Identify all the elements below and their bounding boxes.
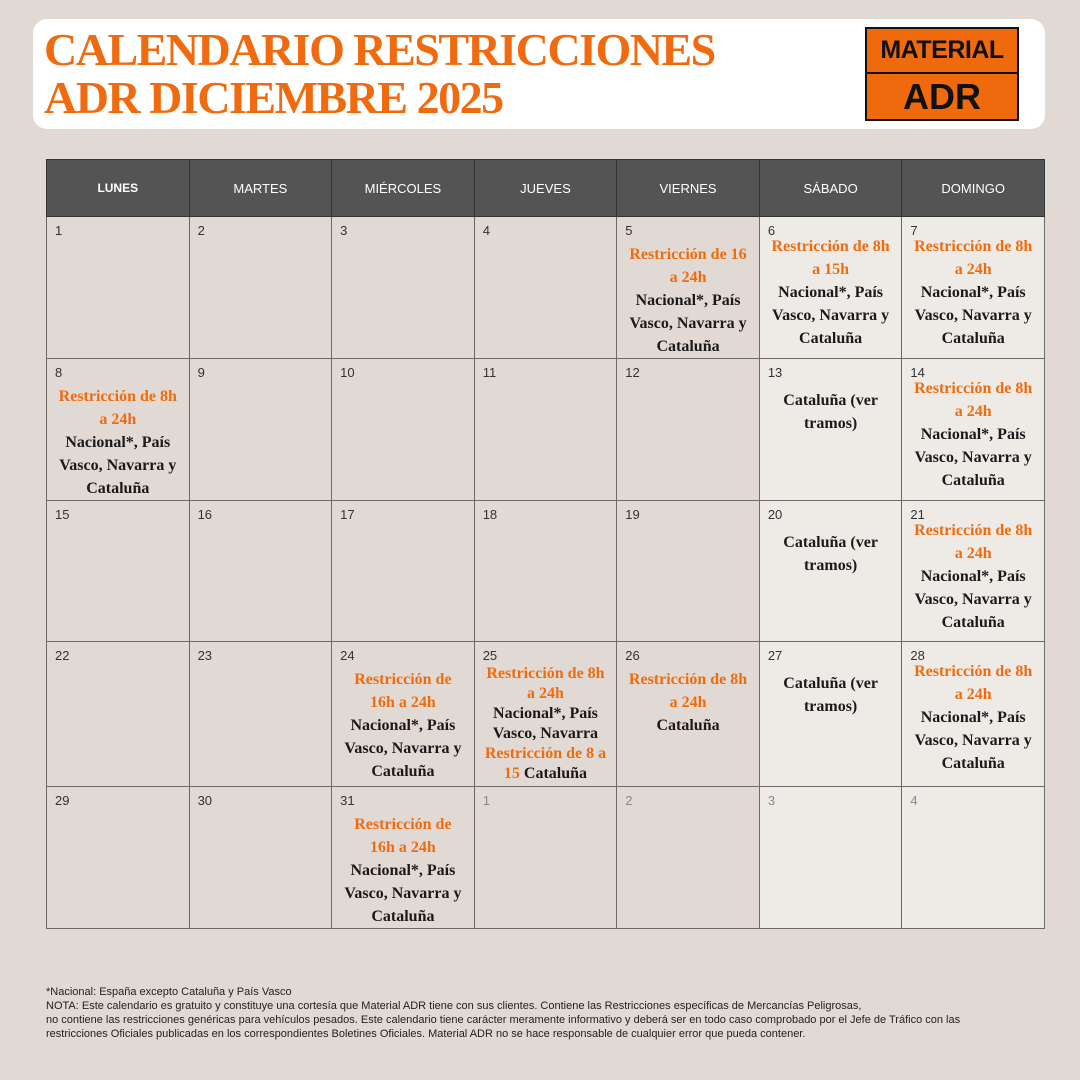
day-number: 26 bbox=[625, 648, 640, 663]
day-number: 6 bbox=[767, 223, 776, 238]
day-cell[interactable] bbox=[189, 787, 332, 929]
footnote-nacional: *Nacional: España excepto Cataluña y País Vasco bbox=[46, 986, 292, 998]
restriction-hours: Restricción de 8h a 24h bbox=[914, 238, 1033, 278]
restriction-region: Cataluña bbox=[523, 765, 588, 782]
day-cell[interactable] bbox=[474, 787, 617, 929]
restriction-hours: Restricción de 16h a 24h bbox=[354, 671, 452, 711]
restriction-hours: Restricción de 8h a 24h bbox=[914, 380, 1033, 420]
day-cell[interactable] bbox=[47, 787, 190, 929]
day-number: 17 bbox=[340, 507, 355, 522]
restriction-hours: Restricción de 16 a 24h bbox=[629, 246, 747, 286]
restriction-region: Nacional*, País Vasco, Navarra bbox=[492, 705, 599, 742]
restriction-hours: Restricción de 8h a 24h bbox=[914, 663, 1033, 703]
day-cell[interactable] bbox=[617, 642, 760, 787]
day-cell[interactable] bbox=[189, 501, 332, 642]
day-number: 12 bbox=[625, 365, 640, 380]
calendar-grid bbox=[46, 159, 1045, 929]
day-number: 3 bbox=[767, 793, 776, 808]
day-cell[interactable] bbox=[759, 501, 902, 642]
restriction-region: Nacional*, País Vasco, Navarra y Cataluña bbox=[914, 284, 1032, 347]
restriction-region: Nacional*, País Vasco, Navarra y Cataluña bbox=[344, 862, 462, 925]
restriction-info bbox=[627, 243, 749, 358]
restriction-hours: Restricción de 8h a 24h bbox=[628, 671, 748, 711]
restriction-hours: Restricción de 16h a 24h bbox=[354, 816, 452, 856]
day-number: 15 bbox=[55, 507, 70, 522]
day-cell[interactable] bbox=[47, 642, 190, 787]
restriction-region: Nacional*, País Vasco, Navarra y Cataluña bbox=[772, 284, 890, 347]
day-cell[interactable] bbox=[47, 217, 190, 359]
day-number: 11 bbox=[482, 365, 497, 380]
restriction-region: Nacional*, País Vasco, Navarra y Cataluña bbox=[914, 426, 1032, 489]
weekday-header: DOMINGO bbox=[902, 160, 1045, 217]
day-cell[interactable] bbox=[47, 359, 190, 501]
day-cell[interactable] bbox=[902, 359, 1045, 501]
week-row bbox=[47, 642, 1045, 787]
day-number: 10 bbox=[340, 365, 355, 380]
day-number: 4 bbox=[482, 223, 490, 238]
restriction-info bbox=[770, 389, 892, 435]
day-number: 13 bbox=[767, 365, 783, 380]
day-cell[interactable] bbox=[759, 787, 902, 929]
day-cell[interactable] bbox=[617, 217, 760, 359]
day-cell[interactable] bbox=[189, 217, 332, 359]
day-number: 24 bbox=[340, 648, 355, 663]
day-cell[interactable] bbox=[759, 359, 902, 501]
restriction-info bbox=[482, 664, 608, 784]
restriction-hours: Restricción de 8h a 15h bbox=[771, 238, 890, 278]
restriction-region: Cataluña (ver tramos) bbox=[783, 392, 878, 432]
day-cell[interactable] bbox=[617, 359, 760, 501]
restriction-hours: Restricción de 8h a 24h bbox=[914, 522, 1033, 562]
restriction-info bbox=[342, 668, 464, 783]
day-number: 22 bbox=[55, 648, 70, 663]
weekday-header: LUNES bbox=[47, 160, 190, 217]
restriction-info bbox=[770, 672, 892, 718]
weekday-header: MIÉRCOLES bbox=[332, 160, 475, 217]
day-cell[interactable] bbox=[474, 217, 617, 359]
title-line-2: ADR DICIEMBRE 2025 bbox=[44, 72, 503, 123]
day-number: 16 bbox=[197, 507, 213, 522]
day-cell[interactable] bbox=[474, 642, 617, 787]
disclaimer-line: no contiene las restricciones genéricas para vehículos pesados. Este calendario tiene carácter meramente informativo y deberá ser en todo caso comprobado por el Jefe de Tráfico con las bbox=[46, 1014, 961, 1026]
day-cell[interactable] bbox=[474, 359, 617, 501]
weekday-header: MARTES bbox=[189, 160, 332, 217]
weekday-header: SÁBADO bbox=[759, 160, 902, 217]
day-cell[interactable] bbox=[902, 501, 1045, 642]
restriction-info bbox=[770, 235, 892, 350]
day-cell[interactable] bbox=[332, 359, 475, 501]
restriction-info bbox=[912, 519, 1034, 634]
restriction-region: Nacional*, País Vasco, Navarra y Cataluña bbox=[59, 434, 177, 497]
day-cell[interactable] bbox=[902, 787, 1045, 929]
weekday-header: VIERNES bbox=[617, 160, 760, 217]
logo-bottom-text: ADR bbox=[903, 75, 981, 117]
logo-top-text: MATERIAL bbox=[867, 29, 1017, 74]
day-number: 3 bbox=[340, 223, 348, 238]
day-number: 5 bbox=[625, 223, 633, 238]
day-number: 30 bbox=[197, 793, 213, 808]
day-number: 25 bbox=[482, 648, 498, 663]
restriction-region: Nacional*, País Vasco, Navarra y Cataluña bbox=[344, 717, 462, 780]
day-number: 1 bbox=[55, 223, 63, 238]
day-cell[interactable] bbox=[902, 642, 1045, 787]
day-cell[interactable] bbox=[332, 642, 475, 787]
day-number: 21 bbox=[910, 507, 925, 522]
day-cell[interactable] bbox=[617, 787, 760, 929]
title-line-1: CALENDARIO RESTRICCIONES bbox=[44, 24, 715, 75]
week-row bbox=[47, 217, 1045, 359]
restriction-region: Nacional*, País Vasco, Navarra y Cataluña bbox=[629, 292, 747, 355]
day-number: 31 bbox=[340, 793, 355, 808]
day-cell[interactable] bbox=[617, 501, 760, 642]
day-number: 27 bbox=[767, 648, 783, 663]
restriction-info bbox=[770, 531, 892, 577]
day-number: 20 bbox=[767, 507, 783, 522]
day-number: 18 bbox=[482, 507, 498, 522]
restriction-region: Cataluña bbox=[656, 717, 720, 734]
day-cell[interactable] bbox=[332, 787, 475, 929]
day-cell[interactable] bbox=[759, 217, 902, 359]
day-number: 4 bbox=[910, 793, 918, 808]
day-cell[interactable] bbox=[47, 501, 190, 642]
day-number: 1 bbox=[482, 793, 490, 808]
weekday-header: JUEVES bbox=[474, 160, 617, 217]
page-title bbox=[44, 26, 715, 122]
day-number: 23 bbox=[197, 648, 213, 663]
restriction-hours: Restricción de 8 a 15 bbox=[484, 745, 607, 782]
day-number: 7 bbox=[910, 223, 918, 238]
day-number: 28 bbox=[910, 648, 925, 663]
restriction-region: Nacional*, País Vasco, Navarra y Cataluña bbox=[914, 568, 1032, 631]
restriction-region: Cataluña (ver tramos) bbox=[783, 675, 878, 715]
day-cell[interactable] bbox=[189, 642, 332, 787]
restriction-info bbox=[342, 813, 464, 928]
restriction-info bbox=[912, 235, 1034, 350]
day-cell[interactable] bbox=[474, 501, 617, 642]
restriction-region: Nacional*, País Vasco, Navarra y Cataluña bbox=[914, 709, 1032, 772]
material-adr-logo bbox=[865, 27, 1019, 121]
restriction-hours: Restricción de 8h a 24h bbox=[58, 388, 177, 428]
day-number: 29 bbox=[55, 793, 70, 808]
weekday-header-row bbox=[47, 160, 1045, 217]
restriction-info bbox=[627, 668, 749, 737]
day-cell[interactable] bbox=[332, 501, 475, 642]
day-number: 14 bbox=[910, 365, 925, 380]
day-number: 9 bbox=[197, 365, 205, 380]
day-number: 2 bbox=[625, 793, 633, 808]
restriction-info bbox=[57, 385, 179, 500]
day-cell[interactable] bbox=[759, 642, 902, 787]
day-number: 8 bbox=[55, 365, 63, 380]
restriction-region: Cataluña (ver tramos) bbox=[783, 534, 878, 574]
restriction-info bbox=[912, 377, 1034, 492]
day-number: 2 bbox=[197, 223, 205, 238]
restriction-info bbox=[912, 660, 1034, 775]
calendar-body bbox=[47, 217, 1045, 929]
week-row bbox=[47, 501, 1045, 642]
day-cell[interactable] bbox=[189, 359, 332, 501]
week-row bbox=[47, 359, 1045, 501]
disclaimer-line: restricciones Oficiales publicadas en los correspondientes Boletines Oficiales. Material ADR no se hace responsable de cualquier error que pueda contener. bbox=[46, 1028, 806, 1040]
disclaimer-line: NOTA: Este calendario es gratuito y constituye una cortesía que Material ADR tiene con sus clientes. Contiene las Restricciones específicas de Mercancías Peligrosas, bbox=[46, 1000, 862, 1012]
day-number: 19 bbox=[625, 507, 640, 522]
footer-notes bbox=[46, 985, 1026, 1041]
week-row bbox=[47, 787, 1045, 929]
day-cell[interactable] bbox=[332, 217, 475, 359]
day-cell[interactable] bbox=[902, 217, 1045, 359]
restriction-hours: Restricción de 8h a 24h bbox=[486, 665, 605, 702]
